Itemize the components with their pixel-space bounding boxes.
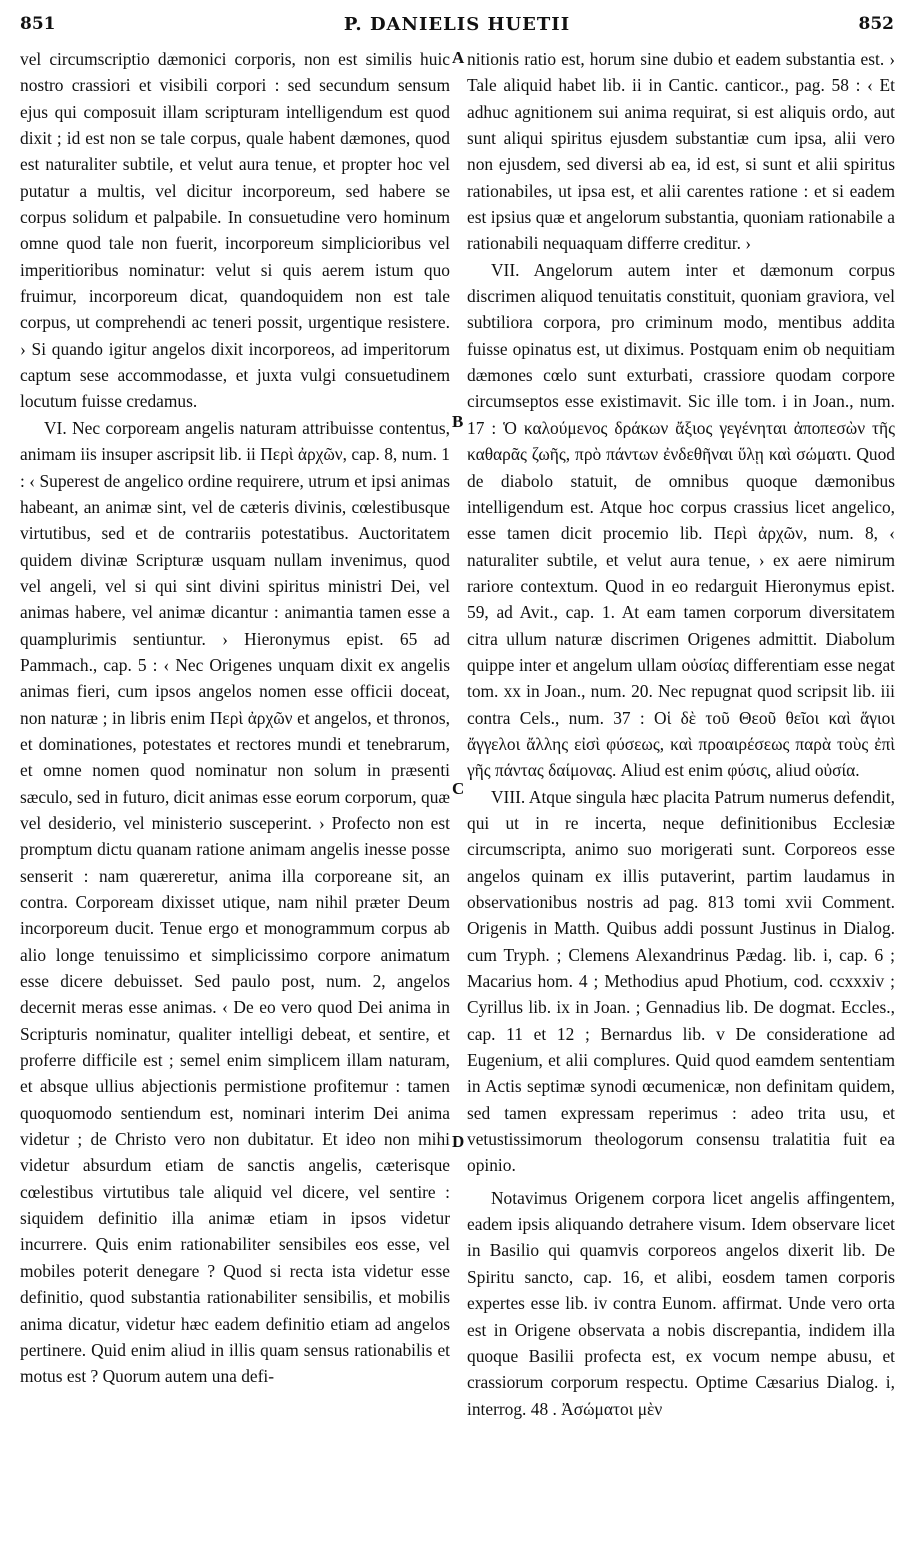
paragraph: vel circumscriptio dæmonici corporis, non est similis huic nostro crassiori et visibili corpori : sed secundum sensum ejus qui composuit illam scripturam intelligendum est quod dixit ; id est non se tale corpus, quale habent dæmones, quod est naturaliter subtile, et velut aura tenue, et propter hoc vel putatur a multis, vel dicitur incorporeum, sed habere se corpus solidum et palpabile. In consuetudine vero hominum omne quod tale non fuerit, incorporeum simplicioribus vel imperitioribus nominatur: velut si quis aerem istum quo fruimur, incorporeum dicat, quandoquidem non est tale corpus, ut comprehendi ac teneri possit, urgentique resistere. › Si quando igitur angelos dixit incorporeos, ad imperitorum captum sese accommodasse, et juxta vulgi consuetudinem locutum fuisse credamus. (20, 49, 450, 412)
margin-markers (450, 46, 467, 1546)
page-number-left: 851 (20, 14, 56, 34)
paragraph: VI. Nec corpoream angelis naturam attribuisse contentus, animam iis insuper ascripsit lib. ii Περὶ ἀρχῶν, cap. 8, num. 1 : ‹ Superest de angelico ordine requirere, utrum et ipsi animas habeant, an animæ sint, vel de cæteris divinis, cœlestibusque virtutibus, sed et de contrariis potestatibus. Auctoritatem quidem divinæ Scripturæ usquam nullam invenimus, quod vel angeli, vel si qui sint divini spiritus ministri Dei, vel animas habere, vel animæ dicantur : animantia tamen esse a quamplurimis sentiuntur. › Hieronymus epist. 65 ad Pammach., cap. 5 : ‹ Nec Origenes unquam dixit ex angelis animas fieri, cum ipsos angelos nomen esse officii doceat, non naturæ ; in libris enim Περὶ ἀρχῶν et angelos, et thronos, et dominationes, potestates et rectores mundi et tenebrarum, et omne nomen quod nominatur non solum in præsenti sæculo, sed in futuro, dicit animas esse eorum corporum, quæ vel desiderio, vel ministerio susceperint. › Profecto non est promptum dictu quanam ratione animam angelis inesse posse senserit : nam quæreretur, anima illa corporeane sit, an contra. Corpoream dixisset utique, nam nihil præter Deum incorporeum ducit. Tenue ergo et monogrammum corpus ab alio longe tenuissimo et simplicissimo corpore animatum esse dicere debuisset. Sed paulo post, num. 2, angelos decernit meras esse animas. ‹ De eo vero quod Dei anima in Scripturis nominatur, qualiter intelligi debeat, et sentire, et proferre difficile est ; semel enim simplicem illam naturam, et absque ullius abjectionis permistione profitemur : tamen quoquomodo sentiendum est, nominari interim Dei anima videtur ; de Christo vero non dubitatur. Et ideo non mihi videtur absurdum etiam de sanctis angelis, cæterisque cœlestibus virtutibus tale aliquid vel dicere, vel sentire : siquidem definitio illa animæ etiam in ipsos videtur incurrere. Quis enim rationabiliter sensibiles eos esse, vel mobiles poterit denegare ? Quod si recta ista videtur esse definitio, quod substantia rationabiliter sensibilis, et mobilis anima dicatur, videtur hæc eadem definitio etiam ad angelos pertinere. Quid enim aliud in illis quam sensus rationabilis et motus est ? Quorum autem una defi- (20, 417, 450, 1387)
right-column (467, 46, 895, 1546)
paragraph: nitionis ratio est, horum sine dubio et eadem substantia est. › Tale aliquid habet lib. ii in Cantic. canticor., pag. 58 : ‹ Et adhuc agnitionem sui anima requirat, si est aliquis ordo, aut sunt aliqui spiritus ejusdem substantiæ cum ipsa, alii vero non ejusdem, sed diversi ab ea, id est, si sunt et alii spiritus rationabiles, ut ipsa est, et alii carentes ratione : et si eadem est ipsius quæ et angelorum substantia, quoniam rationabile a rationabili nequaquam differre creditur. › (467, 49, 895, 254)
paragraph: VII. Angelorum autem inter et dæmonum corpus discrimen aliquod tenuitatis constituit, quoniam graviora, vel subtiliora corpora, pro criminum modo, mentibus addita fuisse opinatus est, ut diximus. Postquam enim ob nequitiam dæmones cœlo sunt exturbati, crassiore quodam corpore circumseptos esse existimavit. Sic ille tom. i in Joan., num. 17 : Ὁ καλούμενος δράκων ἄξιος γεγένηται ἀποπεσὼν τῆς καθαρᾶς ζωῆς, πρὸ πάντων ἐνδεθῆναι ὕλῃ καὶ σώματι. Quod de diabolo statuit, de omnibus quoque dæmonibus intelligendum est. Atque hoc corpus crassius licet angelico, esse tamen dicit procemio lib. Περὶ ἀρχῶν, num. 8, ‹ naturaliter subtile, et velut aura tenue, › ex aere nimirum rariore contextum. Quod in eo redarguit Hieronymus epist. 59, ad Avit., cap. 1. At eam tamen corporum diversitatem citra ullum naturæ discrimen Origenes admittit. Diabolum quippe inter et angelum ullam οὐσίας differentiam esse negat tom. xx in Joan., num. 20. Nec repugnat quod scripsit lib. iii contra Cels., num. 37 : Οἱ δὲ τοῦ Θεοῦ θεῖοι καὶ ἅγιοι ἄγγελοι ἄλλης εἰσὶ φύσεως, καὶ προαιρέσεως παρὰ τοὺς ἐπὶ γῆς πάντας δαίμονας. Aliud est enim φύσις, aliud οὐσία. (467, 259, 895, 781)
page-number-right: 852 (858, 14, 894, 34)
margin-marker-d: D (452, 1132, 465, 1151)
margin-marker-b: B (452, 412, 464, 431)
left-column (20, 46, 450, 1546)
margin-marker-c: C (452, 779, 465, 798)
margin-marker-a: A (452, 48, 465, 67)
paragraph: Notavimus Origenem corpora licet angelis affingentem, eadem ipsis aliquando detrahere visum. Idem observare licet in Basilio qui quamvis corporeos angelos dixerit lib. De Spiritu sancto, cap. 16, et alibi, eosdem tamen corporis expertes esse lib. iv contra Eunom. affirmat. Unde vero orta est in Origene observata a nobis discrepantia, indidem illa quoque Basilii profecta est, ex vocum nempe abusu, et crassiorum corporum respectu. Optime Cæsarius Dialog. i, interrog. 48 . Ἀσώματοι μὲν (467, 1187, 895, 1419)
page-header (20, 14, 894, 44)
paragraph: VIII. Atque singula hæc placita Patrum numerus defendit, qui ut in re incerta, neque definitionibus Ecclesiæ circumscripta, animo suo morigerati sunt. Corporeos esse angelos quinam ex illis putaverint, partim laudamus in observationibus nostris ad pag. 813 tomi xvii Comment. Origenis in Matth. Quibus addi possunt Justinus in Dialog. cum Tryph. ; Clemens Alexandrinus Pædag. lib. i, cap. 6 ; Macarius hom. 4 ; Methodius apud Photium, cod. ccxxxiv ; Cyrillus lib. ix in Joan. ; Gennadius lib. De dogmat. Eccles., cap. 11 et 12 ; Bernardus lib. v De consideratione ad Eugenium, et alii complures. Quid quod eamdem sententiam in Actis septimæ synodi œcumenicæ, non definitam quidem, sed tamen expressam reperimus : adeo trita usu, et vetustissimorum theologorum consensu tralatitia fuit ea opinio. (467, 786, 895, 1176)
running-title: P. DANIELIS HUETII (343, 14, 571, 35)
